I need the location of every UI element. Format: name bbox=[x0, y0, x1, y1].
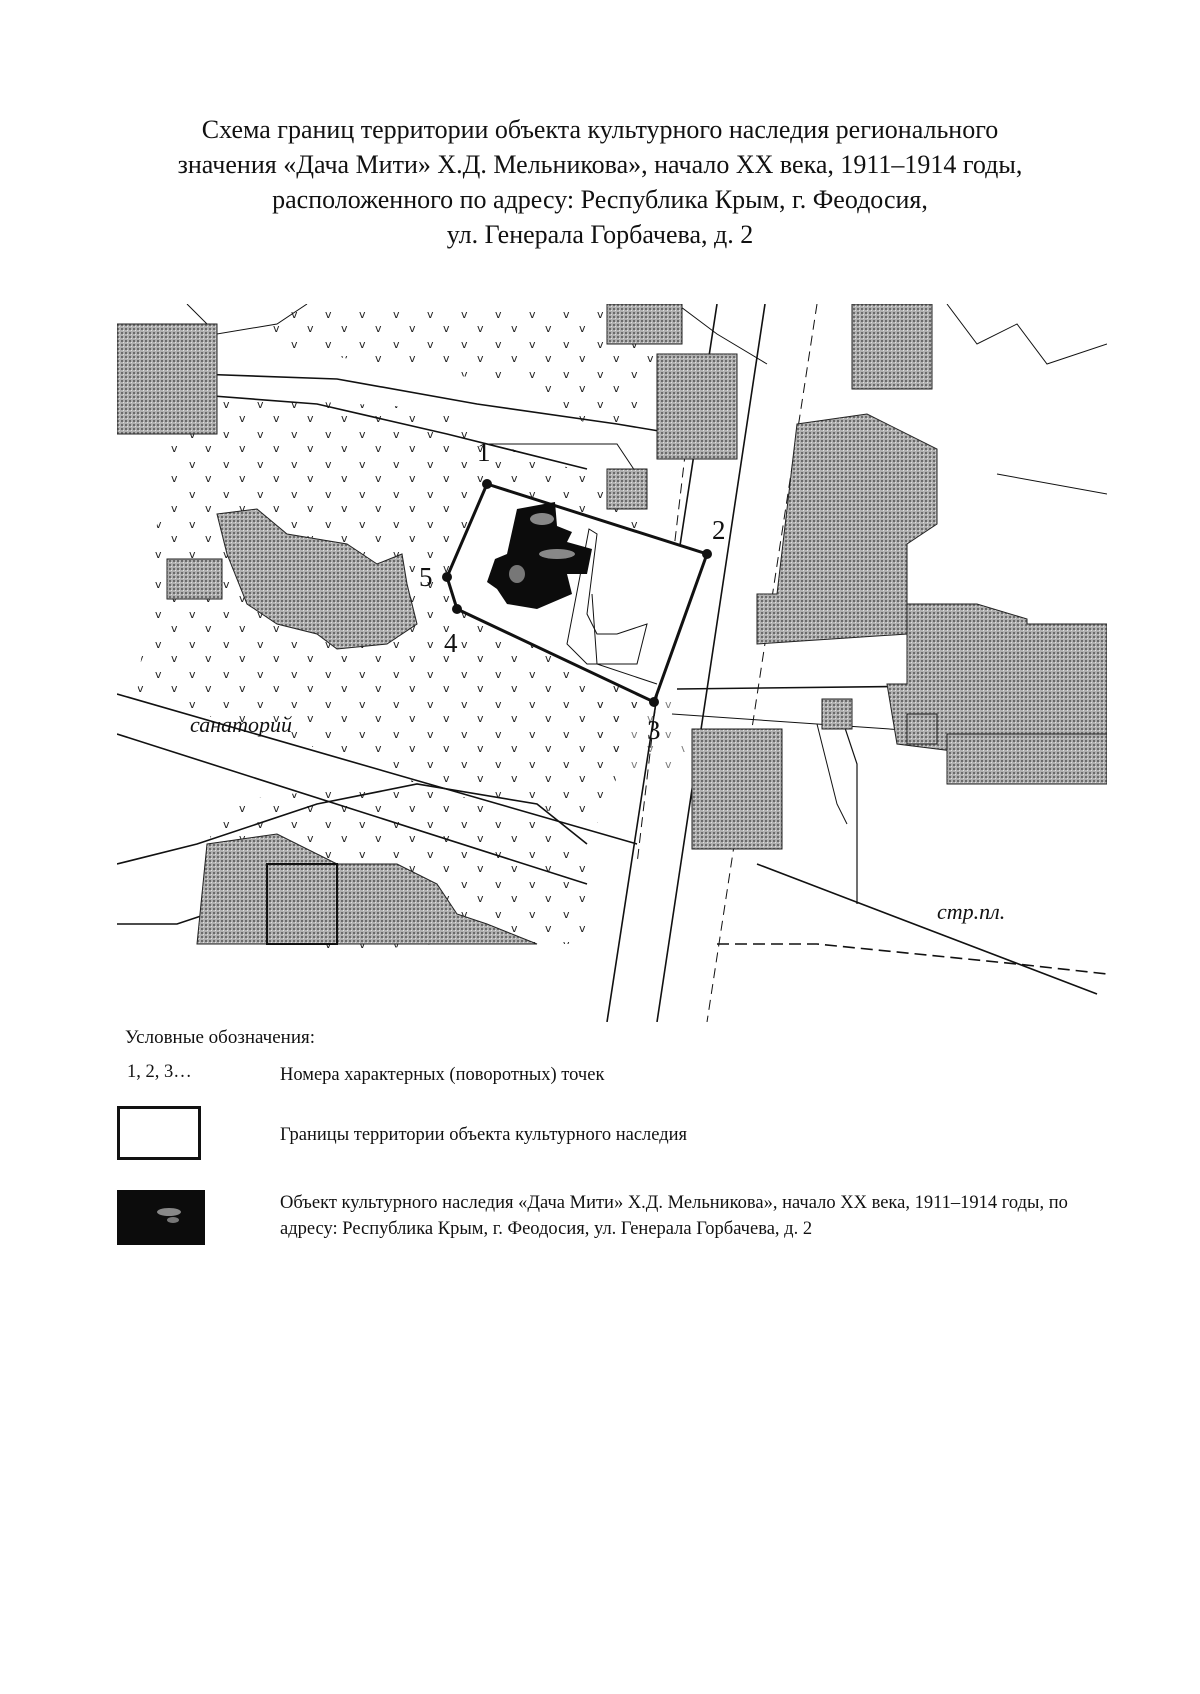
point-label-4: 4 bbox=[444, 628, 458, 658]
legend-key-points: 1, 2, 3… bbox=[127, 1062, 192, 1082]
title-line-3: расположенного по адресу: Республика Крым, г. Феодосия, bbox=[272, 185, 928, 214]
title-line-2: значения «Дача Мити» Х.Д. Мельникова», начало XX века, 1911–1914 годы, bbox=[177, 150, 1023, 179]
legend-desc-points: Номера характерных (поворотных) точек bbox=[280, 1065, 605, 1085]
legend-item-heritage bbox=[117, 1190, 1117, 1250]
point-label-3: 3 bbox=[647, 715, 661, 745]
document-title bbox=[100, 112, 1100, 252]
point-label-5: 5 bbox=[419, 562, 433, 592]
legend-desc-heritage: Объект культурного наследия «Дача Мити» Х.Д. Мельникова», начало XX века, 1911–1914 годы, по адресу: Республика Крым, г. Феодосия, ул. Генерала Горбачева, д. 2 bbox=[280, 1193, 1068, 1239]
sanatorium-label: санаторий bbox=[190, 712, 292, 737]
filled-rectangle-icon bbox=[117, 1190, 205, 1245]
title-line-1: Схема границ территории объекта культурного наследия регионального bbox=[201, 115, 999, 144]
site-map bbox=[117, 304, 1107, 1022]
legend-title: Условные обозначения: bbox=[125, 1027, 316, 1048]
construction-site-label: стр.пл. bbox=[937, 899, 1006, 924]
title-line-4: ул. Генерала Горбачева, д. 2 bbox=[446, 220, 754, 249]
outline-rectangle-icon bbox=[117, 1106, 201, 1160]
site-map-svg bbox=[117, 304, 1107, 1022]
point-label-2: 2 bbox=[712, 515, 726, 545]
legend-item-boundary bbox=[117, 1106, 1117, 1166]
point-label-1: 1 bbox=[477, 437, 491, 467]
legend-desc-boundary: Границы территории объекта культурного наследия bbox=[280, 1125, 688, 1145]
